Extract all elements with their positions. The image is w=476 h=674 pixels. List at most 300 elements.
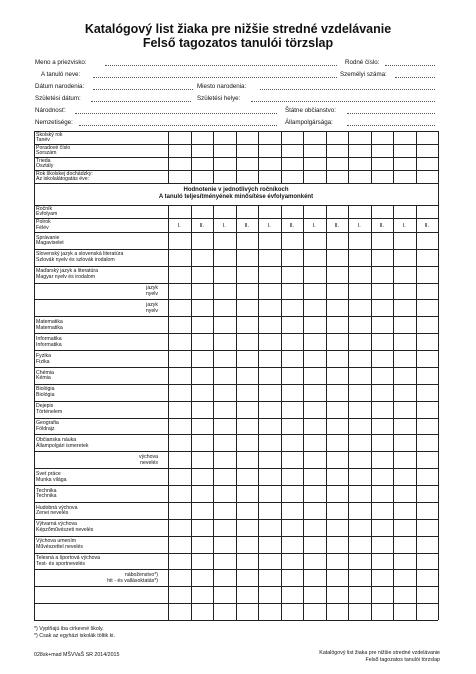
grade-cell[interactable]: [168, 334, 191, 351]
grade-cell[interactable]: [326, 604, 349, 621]
grade-cell[interactable]: [326, 317, 349, 334]
grade-cell[interactable]: [348, 351, 371, 368]
grade-cell[interactable]: [371, 604, 394, 621]
grade-cell[interactable]: [371, 554, 394, 571]
grade-cell[interactable]: [348, 385, 371, 402]
grade-cell[interactable]: [191, 570, 214, 587]
grade-cell[interactable]: [213, 419, 236, 436]
grade-cell[interactable]: [303, 317, 326, 334]
grade-cell[interactable]: [281, 587, 304, 604]
grade-cell[interactable]: [236, 537, 259, 554]
grade-cell[interactable]: [393, 267, 416, 284]
grade-cell[interactable]: [258, 435, 281, 452]
grade-cell[interactable]: [281, 520, 304, 537]
grade-cell[interactable]: [371, 300, 394, 317]
grade-cell[interactable]: [348, 402, 371, 419]
grade-cell[interactable]: [281, 284, 304, 301]
grade-cell[interactable]: [348, 267, 371, 284]
grade-cell[interactable]: [258, 486, 281, 503]
grade-cell[interactable]: [168, 402, 191, 419]
grade-cell[interactable]: [348, 368, 371, 385]
grade-cell[interactable]: [371, 419, 394, 436]
grade-cell[interactable]: [326, 267, 349, 284]
grade-cell[interactable]: [393, 604, 416, 621]
grade-cell[interactable]: [191, 604, 214, 621]
grade-cell[interactable]: [348, 435, 371, 452]
grade-cell[interactable]: [393, 537, 416, 554]
grade-cell[interactable]: [281, 469, 304, 486]
grade-cell[interactable]: [303, 334, 326, 351]
grade-cell[interactable]: [303, 419, 326, 436]
grade-cell[interactable]: [191, 537, 214, 554]
grade-cell[interactable]: [258, 554, 281, 571]
grade-cell[interactable]: [303, 537, 326, 554]
grade-cell[interactable]: [258, 385, 281, 402]
grade-cell[interactable]: [236, 351, 259, 368]
grade-cell[interactable]: [213, 486, 236, 503]
grade-cell[interactable]: [168, 368, 191, 385]
grade-cell[interactable]: [348, 486, 371, 503]
grade-cell[interactable]: [348, 520, 371, 537]
grade-cell[interactable]: [326, 300, 349, 317]
grade-cell[interactable]: [213, 604, 236, 621]
grade-cell[interactable]: [348, 317, 371, 334]
grade-cell[interactable]: [168, 385, 191, 402]
grade-cell[interactable]: [416, 503, 439, 520]
grade-cell[interactable]: [416, 300, 439, 317]
grade-cell[interactable]: [348, 587, 371, 604]
birth-place-field[interactable]: [260, 89, 435, 90]
grade-cell[interactable]: [371, 317, 394, 334]
grade-cell[interactable]: [326, 469, 349, 486]
grade-cell[interactable]: [236, 554, 259, 571]
grade-cell[interactable]: [371, 570, 394, 587]
grade-cell[interactable]: [326, 250, 349, 267]
grade-cell[interactable]: [371, 351, 394, 368]
grade-cell[interactable]: [371, 486, 394, 503]
nationality-hu-field[interactable]: [79, 125, 277, 126]
grade-cell[interactable]: [393, 334, 416, 351]
grade-cell[interactable]: [416, 604, 439, 621]
grade-cell[interactable]: [258, 520, 281, 537]
grade-cell[interactable]: [303, 587, 326, 604]
grade-cell[interactable]: [416, 587, 439, 604]
grade-cell[interactable]: [326, 368, 349, 385]
grade-cell[interactable]: [326, 435, 349, 452]
column-divider-top: [258, 131, 259, 183]
grade-cell[interactable]: [258, 334, 281, 351]
grade-cell[interactable]: [371, 334, 394, 351]
grade-cell[interactable]: [393, 317, 416, 334]
grade-cell[interactable]: [326, 520, 349, 537]
grade-cell[interactable]: [281, 419, 304, 436]
grade-cell[interactable]: [281, 435, 304, 452]
grade-cell[interactable]: [393, 300, 416, 317]
row-label-sk: Správanie: [36, 234, 60, 241]
grade-cell[interactable]: [416, 334, 439, 351]
grade-cell[interactable]: [326, 402, 349, 419]
grade-cell[interactable]: [371, 233, 394, 250]
grade-cell[interactable]: [281, 385, 304, 402]
grade-cell[interactable]: [236, 469, 259, 486]
grade-cell[interactable]: [258, 452, 281, 469]
birth-date-hu-field[interactable]: [91, 101, 191, 102]
grade-cell[interactable]: [213, 537, 236, 554]
grade-cell[interactable]: [236, 604, 259, 621]
grade-cell[interactable]: [281, 317, 304, 334]
grade-cell[interactable]: [393, 587, 416, 604]
grade-cell[interactable]: [416, 250, 439, 267]
grade-cell[interactable]: [303, 604, 326, 621]
grade-cell[interactable]: [348, 419, 371, 436]
grade-cell[interactable]: [371, 267, 394, 284]
grade-cell[interactable]: [393, 469, 416, 486]
grade-cell[interactable]: [191, 587, 214, 604]
grade-cell[interactable]: [281, 351, 304, 368]
grade-cell[interactable]: [191, 402, 214, 419]
grade-cell[interactable]: [326, 587, 349, 604]
grade-cell[interactable]: [371, 452, 394, 469]
grade-cell[interactable]: [348, 300, 371, 317]
grade-cell[interactable]: [168, 587, 191, 604]
grade-cell[interactable]: [281, 570, 304, 587]
grade-cell[interactable]: [236, 486, 259, 503]
grade-cell[interactable]: [281, 300, 304, 317]
grade-cell[interactable]: [393, 419, 416, 436]
grade-cell[interactable]: [236, 402, 259, 419]
grade-cell[interactable]: [393, 554, 416, 571]
grade-cell[interactable]: [191, 351, 214, 368]
grade-cell[interactable]: [326, 570, 349, 587]
grade-cell[interactable]: [303, 284, 326, 301]
grade-cell[interactable]: [326, 537, 349, 554]
grade-cell[interactable]: [258, 233, 281, 250]
grade-cell[interactable]: [393, 452, 416, 469]
grade-cell[interactable]: [303, 520, 326, 537]
grade-cell[interactable]: [348, 452, 371, 469]
grade-cell[interactable]: [191, 452, 214, 469]
grade-cell[interactable]: [258, 604, 281, 621]
grade-cell[interactable]: [213, 452, 236, 469]
grade-cell[interactable]: [326, 554, 349, 571]
grade-cell[interactable]: [393, 351, 416, 368]
grade-cell[interactable]: [213, 233, 236, 250]
grade-cell[interactable]: [393, 284, 416, 301]
grade-cell[interactable]: [303, 385, 326, 402]
grade-cell[interactable]: [213, 250, 236, 267]
grade-cell[interactable]: [213, 300, 236, 317]
grade-cell[interactable]: [348, 554, 371, 571]
birth-date-field[interactable]: [93, 89, 193, 90]
grade-cell[interactable]: [393, 368, 416, 385]
birth-place-hu-field[interactable]: [251, 101, 435, 102]
grade-cell[interactable]: [303, 250, 326, 267]
grade-cell[interactable]: [326, 503, 349, 520]
grade-cell[interactable]: [393, 503, 416, 520]
grade-cell[interactable]: [303, 570, 326, 587]
grade-cell[interactable]: [416, 233, 439, 250]
grade-cell[interactable]: [191, 435, 214, 452]
grade-cell[interactable]: [303, 233, 326, 250]
grade-cell[interactable]: [168, 267, 191, 284]
grade-cell[interactable]: [258, 402, 281, 419]
grade-cell[interactable]: [258, 587, 281, 604]
grade-cell[interactable]: [168, 435, 191, 452]
grade-cell[interactable]: [213, 368, 236, 385]
grade-cell[interactable]: [281, 604, 304, 621]
grade-cell[interactable]: [258, 368, 281, 385]
grade-cell[interactable]: [303, 435, 326, 452]
grade-cell[interactable]: [258, 250, 281, 267]
grade-cell[interactable]: [281, 452, 304, 469]
grade-cell[interactable]: [371, 368, 394, 385]
grade-cell[interactable]: [281, 503, 304, 520]
grade-cell[interactable]: [236, 419, 259, 436]
grade-cell[interactable]: [236, 233, 259, 250]
grade-cell[interactable]: [258, 469, 281, 486]
grade-cell[interactable]: [416, 284, 439, 301]
grade-cell[interactable]: [236, 284, 259, 301]
grade-cell[interactable]: [326, 351, 349, 368]
grade-cell[interactable]: [281, 233, 304, 250]
grade-cell[interactable]: [416, 452, 439, 469]
grade-cell[interactable]: [191, 317, 214, 334]
grade-cell[interactable]: [236, 520, 259, 537]
grade-cell[interactable]: [191, 469, 214, 486]
grade-cell[interactable]: [416, 402, 439, 419]
grade-cell[interactable]: [236, 300, 259, 317]
grade-cell[interactable]: [416, 570, 439, 587]
grade-cell[interactable]: [326, 233, 349, 250]
grade-cell[interactable]: [393, 486, 416, 503]
grade-cell[interactable]: [371, 503, 394, 520]
grade-cell[interactable]: [191, 233, 214, 250]
grade-cell[interactable]: [326, 486, 349, 503]
grade-cell[interactable]: [213, 351, 236, 368]
grade-cell[interactable]: [258, 419, 281, 436]
grade-cell[interactable]: [191, 486, 214, 503]
grade-cell[interactable]: [281, 402, 304, 419]
grade-cell[interactable]: [168, 351, 191, 368]
semester-one-label: I.: [267, 222, 271, 229]
grade-cell[interactable]: [326, 452, 349, 469]
grade-cell[interactable]: [213, 334, 236, 351]
grade-cell[interactable]: [416, 351, 439, 368]
row-label: [36, 438, 88, 450]
student-name-hu-field[interactable]: [93, 77, 337, 78]
grade-cell[interactable]: [393, 520, 416, 537]
id-hu-field[interactable]: [395, 77, 435, 78]
grade-cell[interactable]: [168, 452, 191, 469]
grade-cell[interactable]: [236, 503, 259, 520]
row-label: [36, 387, 54, 399]
grade-cell[interactable]: [191, 334, 214, 351]
row-label-hu: Kémia: [36, 375, 51, 382]
birth-number-field[interactable]: [385, 65, 435, 66]
grade-cell[interactable]: [236, 587, 259, 604]
grade-cell[interactable]: [191, 368, 214, 385]
grade-cell[interactable]: [258, 300, 281, 317]
grade-cell[interactable]: [416, 435, 439, 452]
grade-cell[interactable]: [371, 435, 394, 452]
grade-cell[interactable]: [303, 469, 326, 486]
grade-cell[interactable]: [258, 503, 281, 520]
grade-cell[interactable]: [168, 284, 191, 301]
grade-cell[interactable]: [416, 554, 439, 571]
grade-cell[interactable]: [213, 554, 236, 571]
grade-cell[interactable]: [168, 604, 191, 621]
grade-cell[interactable]: [281, 554, 304, 571]
grade-cell[interactable]: [236, 435, 259, 452]
grade-cell[interactable]: [393, 233, 416, 250]
grade-cell[interactable]: [416, 537, 439, 554]
row-label: [36, 159, 53, 171]
grade-cell[interactable]: [213, 469, 236, 486]
grade-cell[interactable]: [371, 520, 394, 537]
grade-cell[interactable]: [258, 284, 281, 301]
grade-cell[interactable]: [371, 385, 394, 402]
grade-cell[interactable]: [213, 267, 236, 284]
birth-number-label: Rodné číslo:: [345, 59, 380, 66]
grade-cell[interactable]: [213, 503, 236, 520]
grade-cell[interactable]: [236, 334, 259, 351]
grade-cell[interactable]: [416, 267, 439, 284]
grade-cell[interactable]: [168, 250, 191, 267]
grade-cell[interactable]: [303, 486, 326, 503]
grade-cell[interactable]: [416, 520, 439, 537]
row-label-sk: Školský rok: [36, 131, 63, 138]
grade-cell[interactable]: [348, 284, 371, 301]
row-label-sk: Maďarský jazyk a literatúra: [36, 268, 98, 275]
grade-cell[interactable]: [348, 537, 371, 554]
grade-cell[interactable]: [303, 300, 326, 317]
grade-cell[interactable]: [258, 537, 281, 554]
grade-cell[interactable]: [326, 334, 349, 351]
grade-cell[interactable]: [416, 317, 439, 334]
grade-cell[interactable]: [236, 385, 259, 402]
grade-cell[interactable]: [281, 368, 304, 385]
grade-cell[interactable]: [168, 317, 191, 334]
grade-cell[interactable]: [236, 250, 259, 267]
grade-cell[interactable]: [236, 267, 259, 284]
grade-cell[interactable]: [236, 452, 259, 469]
grade-cell[interactable]: [236, 570, 259, 587]
citizenship-field[interactable]: [347, 113, 435, 114]
grade-cell[interactable]: [393, 435, 416, 452]
grade-cell[interactable]: [191, 300, 214, 317]
grade-cell[interactable]: [191, 284, 214, 301]
grade-cell[interactable]: [326, 419, 349, 436]
grade-cell[interactable]: [191, 503, 214, 520]
grade-cell[interactable]: [348, 334, 371, 351]
grade-cell[interactable]: [303, 368, 326, 385]
grade-cell[interactable]: [393, 570, 416, 587]
row-label-sk: Trieda: [36, 157, 51, 164]
grade-cell[interactable]: [303, 503, 326, 520]
grade-cell[interactable]: [191, 554, 214, 571]
grade-cell[interactable]: [281, 267, 304, 284]
grade-cell[interactable]: [191, 385, 214, 402]
grade-cell[interactable]: [236, 317, 259, 334]
grade-cell[interactable]: [348, 250, 371, 267]
grade-cell[interactable]: [213, 402, 236, 419]
grade-cell[interactable]: [303, 402, 326, 419]
grade-cell[interactable]: [303, 452, 326, 469]
grade-cell[interactable]: [168, 520, 191, 537]
grade-cell[interactable]: [213, 435, 236, 452]
grade-cell[interactable]: [326, 284, 349, 301]
grade-cell[interactable]: [348, 570, 371, 587]
grade-cell[interactable]: [348, 469, 371, 486]
grade-cell[interactable]: [303, 351, 326, 368]
grade-cell[interactable]: [213, 317, 236, 334]
grade-cell[interactable]: [213, 570, 236, 587]
name-field[interactable]: [105, 65, 337, 66]
grade-cell[interactable]: [371, 284, 394, 301]
grade-cell[interactable]: [258, 267, 281, 284]
grade-cell[interactable]: [168, 503, 191, 520]
grade-cell[interactable]: [303, 554, 326, 571]
citizenship-hu-field[interactable]: [347, 125, 435, 126]
grade-cell[interactable]: [303, 267, 326, 284]
grade-cell[interactable]: [191, 520, 214, 537]
grade-cell[interactable]: [416, 368, 439, 385]
grade-cell[interactable]: [258, 570, 281, 587]
grade-cell[interactable]: [191, 419, 214, 436]
nationality-field[interactable]: [75, 113, 277, 114]
grade-cell[interactable]: [393, 250, 416, 267]
grade-cell[interactable]: [416, 469, 439, 486]
row-label-sk: Dejepis: [36, 403, 54, 410]
grade-cell[interactable]: [371, 537, 394, 554]
grade-cell[interactable]: [281, 537, 304, 554]
grade-cell[interactable]: [258, 317, 281, 334]
grade-cell[interactable]: [281, 334, 304, 351]
grade-cell[interactable]: [348, 604, 371, 621]
grade-cell[interactable]: [258, 351, 281, 368]
grade-cell[interactable]: [168, 537, 191, 554]
grade-cell[interactable]: [168, 300, 191, 317]
grade-cell[interactable]: [371, 587, 394, 604]
grade-cell[interactable]: [168, 486, 191, 503]
grade-cell[interactable]: [281, 250, 304, 267]
grade-cell[interactable]: [281, 486, 304, 503]
grade-cell[interactable]: [348, 503, 371, 520]
grade-cell[interactable]: [371, 469, 394, 486]
grade-cell[interactable]: [393, 402, 416, 419]
grade-cell[interactable]: [191, 267, 214, 284]
grade-cell[interactable]: [213, 587, 236, 604]
grade-cell[interactable]: [416, 419, 439, 436]
grade-cell[interactable]: [168, 570, 191, 587]
grade-cell[interactable]: [191, 250, 214, 267]
grade-cell[interactable]: [213, 385, 236, 402]
grade-cell[interactable]: [168, 554, 191, 571]
grade-cell[interactable]: [393, 385, 416, 402]
grade-cell[interactable]: [371, 402, 394, 419]
grade-cell[interactable]: [348, 233, 371, 250]
grade-cell[interactable]: [213, 284, 236, 301]
grade-cell[interactable]: [416, 486, 439, 503]
grade-cell[interactable]: [168, 419, 191, 436]
grade-cell[interactable]: [371, 250, 394, 267]
grade-cell[interactable]: [168, 233, 191, 250]
grade-cell[interactable]: [416, 385, 439, 402]
grade-cell[interactable]: [236, 368, 259, 385]
grade-cell[interactable]: [326, 385, 349, 402]
grade-cell[interactable]: [213, 520, 236, 537]
grade-cell[interactable]: [168, 469, 191, 486]
